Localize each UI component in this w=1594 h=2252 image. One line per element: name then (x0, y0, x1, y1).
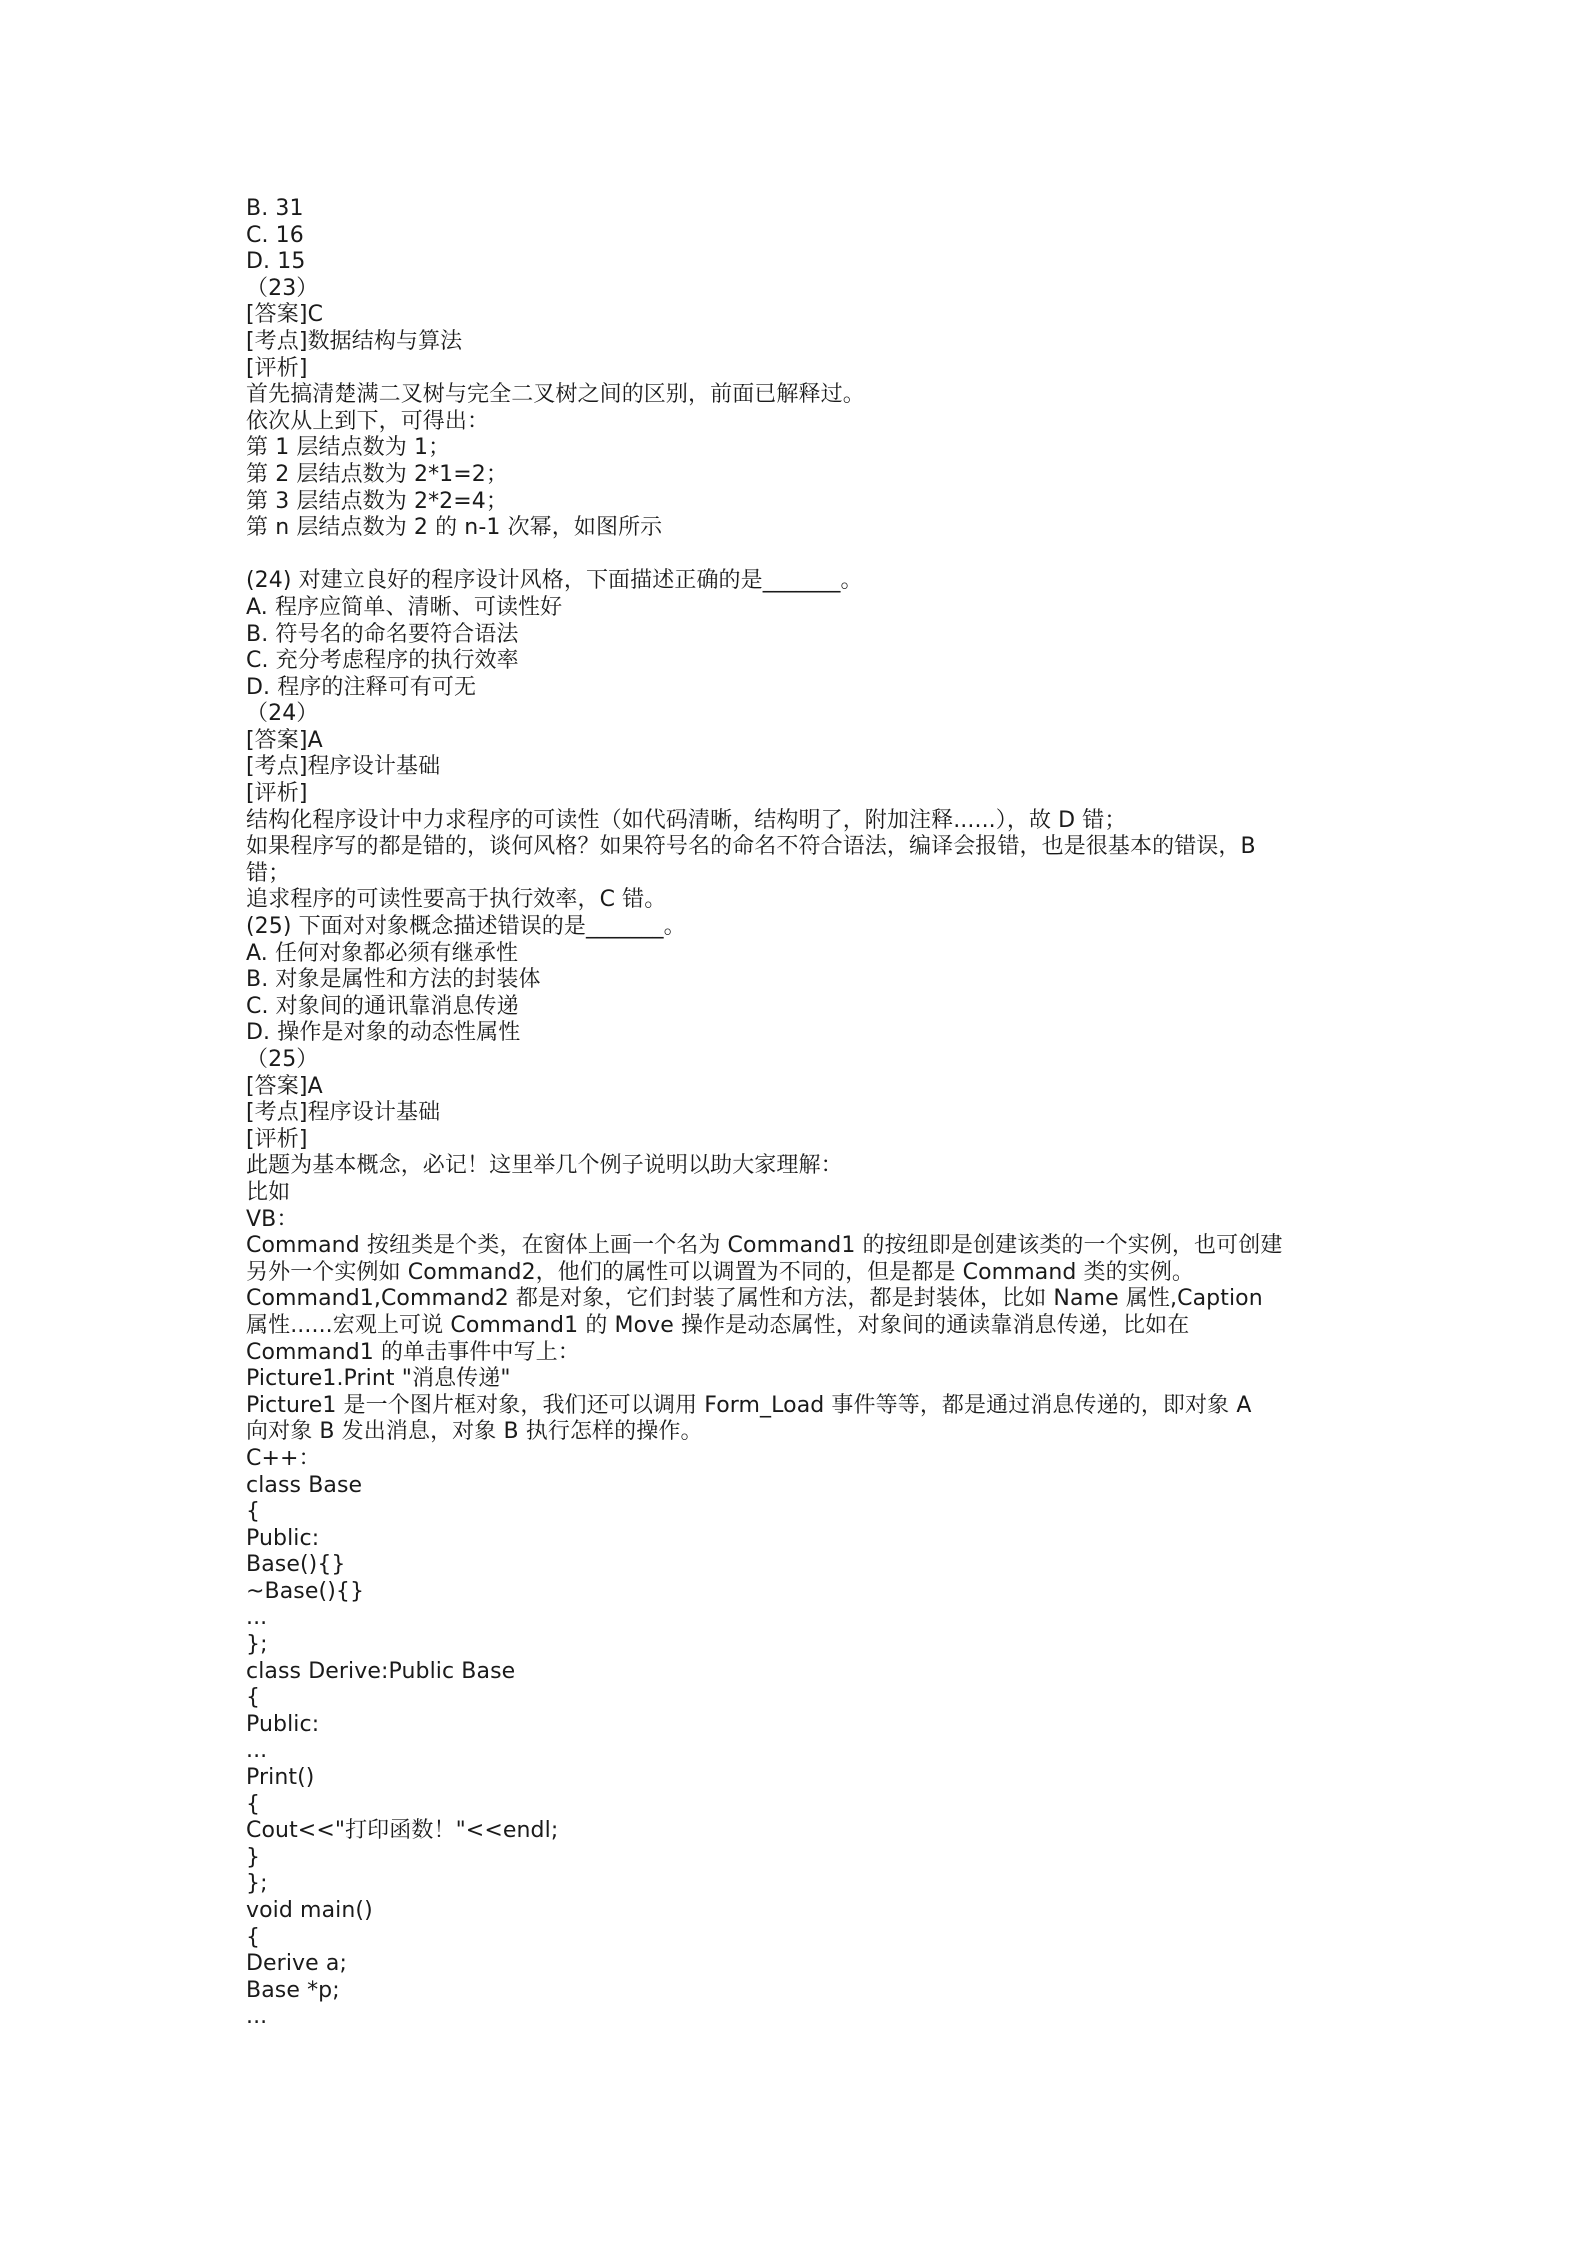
text-line: class Derive:Public Base (246, 1658, 516, 1684)
text-line: D. 15 (246, 249, 306, 275)
text-line: 错； (246, 860, 291, 886)
text-line: 第 2 层结点数为 2*1=2； (246, 461, 509, 487)
text-line: 第 n 层结点数为 2 的 n-1 次幂，如图所示 (246, 515, 663, 541)
text-line: Command1,Command2 都是对象，它们封装了属性和方法，都是封装体，比如 Name 属性,Caption (246, 1286, 1263, 1312)
text-line: Picture1.Print "消息传递" (246, 1366, 511, 1392)
text-line: Print() (246, 1765, 315, 1791)
text-line: B. 符号名的命名要符合语法 (246, 621, 519, 647)
text-line: [评析] (246, 781, 308, 807)
text-line: class Base (246, 1472, 363, 1498)
document-body (246, 196, 1366, 2031)
text-line: （24） (246, 701, 319, 727)
text-line: Public: (246, 1525, 320, 1551)
text-line: C. 对象间的通讯靠消息传递 (246, 993, 519, 1019)
text-line: [考点]程序设计基础 (246, 754, 441, 780)
text-line: B. 对象是属性和方法的封装体 (246, 967, 541, 993)
text-line: 第 3 层结点数为 2*2=4； (246, 488, 509, 514)
text-line: [答案]A (246, 727, 323, 753)
text-line: { (246, 1791, 261, 1817)
text-line: C. 充分考虑程序的执行效率 (246, 648, 519, 674)
text-line: [答案]A (246, 1073, 323, 1099)
text-line: A. 程序应简单、清晰、可读性好 (246, 594, 563, 620)
text-line: D. 操作是对象的动态性属性 (246, 1020, 521, 1046)
text-line: 首先搞清楚满二叉树与完全二叉树之间的区别，前面已解释过。 (246, 382, 865, 408)
text-line: 第 1 层结点数为 1； (246, 435, 451, 461)
text-line: 结构化程序设计中力求程序的可读性（如代码清晰，结构明了，附加注释......），故 D 错； (246, 807, 1127, 833)
text-line: (24) 对建立良好的程序设计风格，下面描述正确的是_______。 (246, 568, 863, 594)
text-line: [答案]C (246, 302, 324, 328)
text-line: }; (246, 1632, 268, 1658)
text-line: VB： (246, 1206, 299, 1232)
text-line: 属性......宏观上可说 Command1 的 Move 操作是动态属性，对象间的通读靠消息传递，比如在 (246, 1312, 1190, 1338)
text-line: { (246, 1499, 261, 1525)
text-line: D. 程序的注释可有可无 (246, 674, 477, 700)
text-line: 如果程序写的都是错的，谈何风格？如果符号名的命名不符合语法，编译会报错，也是很基本的错误，B (246, 834, 1256, 860)
text-line: C++： (246, 1445, 321, 1471)
text-line: Cout<<"打印函数！"<<endl; (246, 1818, 559, 1844)
text-line: 此题为基本概念，必记！这里举几个例子说明以助大家理解： (246, 1153, 843, 1179)
text-line: Command 按纽类是个类，在窗体上画一个名为 Command1 的按纽即是创建该类的一个实例，也可创建 (246, 1233, 1283, 1259)
text-line: ... (246, 1605, 268, 1631)
text-line: Picture1 是一个图片框对象，我们还可以调用 Form_Load 事件等等，都是通过消息传递的，即对象 A (246, 1392, 1252, 1418)
text-line: (25) 下面对对象概念描述错误的是_______。 (246, 914, 686, 940)
text-line: 追求程序的可读性要高于执行效率，C 错。 (246, 887, 667, 913)
blank-line (246, 542, 1366, 569)
text-line: [评析] (246, 355, 308, 381)
text-line: 比如 (246, 1179, 291, 1205)
text-line: Base *p; (246, 1977, 340, 2003)
text-line: Base(){} (246, 1552, 346, 1578)
text-line: （23） (246, 275, 319, 301)
text-line: C. 16 (246, 222, 304, 248)
text-line: Public: (246, 1711, 320, 1737)
text-line: B. 31 (246, 196, 304, 221)
text-line: ... (246, 2004, 268, 2030)
text-line: void main() (246, 1898, 373, 1923)
text-line: A. 任何对象都必须有继承性 (246, 940, 519, 966)
text-line: 向对象 B 发出消息，对象 B 执行怎样的操作。 (246, 1419, 703, 1445)
text-line: （25） (246, 1047, 319, 1072)
text-line: }; (246, 1871, 268, 1897)
text-line: 另外一个实例如 Command2，他们的属性可以调置为不同的，但是都是 Command 类的实例。 (246, 1259, 1195, 1285)
text-line: { (246, 1685, 261, 1711)
text-line: ~Base(){} (246, 1578, 365, 1604)
text-line: 依次从上到下，可得出： (246, 408, 490, 434)
text-line: { (246, 1924, 261, 1950)
text-line: [评析] (246, 1126, 308, 1152)
text-line: Derive a; (246, 1951, 347, 1977)
text-line: [考点]数据结构与算法 (246, 328, 463, 354)
text-line: ... (246, 1738, 268, 1764)
text-line: Command1 的单击事件中写上： (246, 1339, 580, 1365)
text-line: [考点]程序设计基础 (246, 1100, 441, 1126)
text-line: } (246, 1844, 261, 1870)
